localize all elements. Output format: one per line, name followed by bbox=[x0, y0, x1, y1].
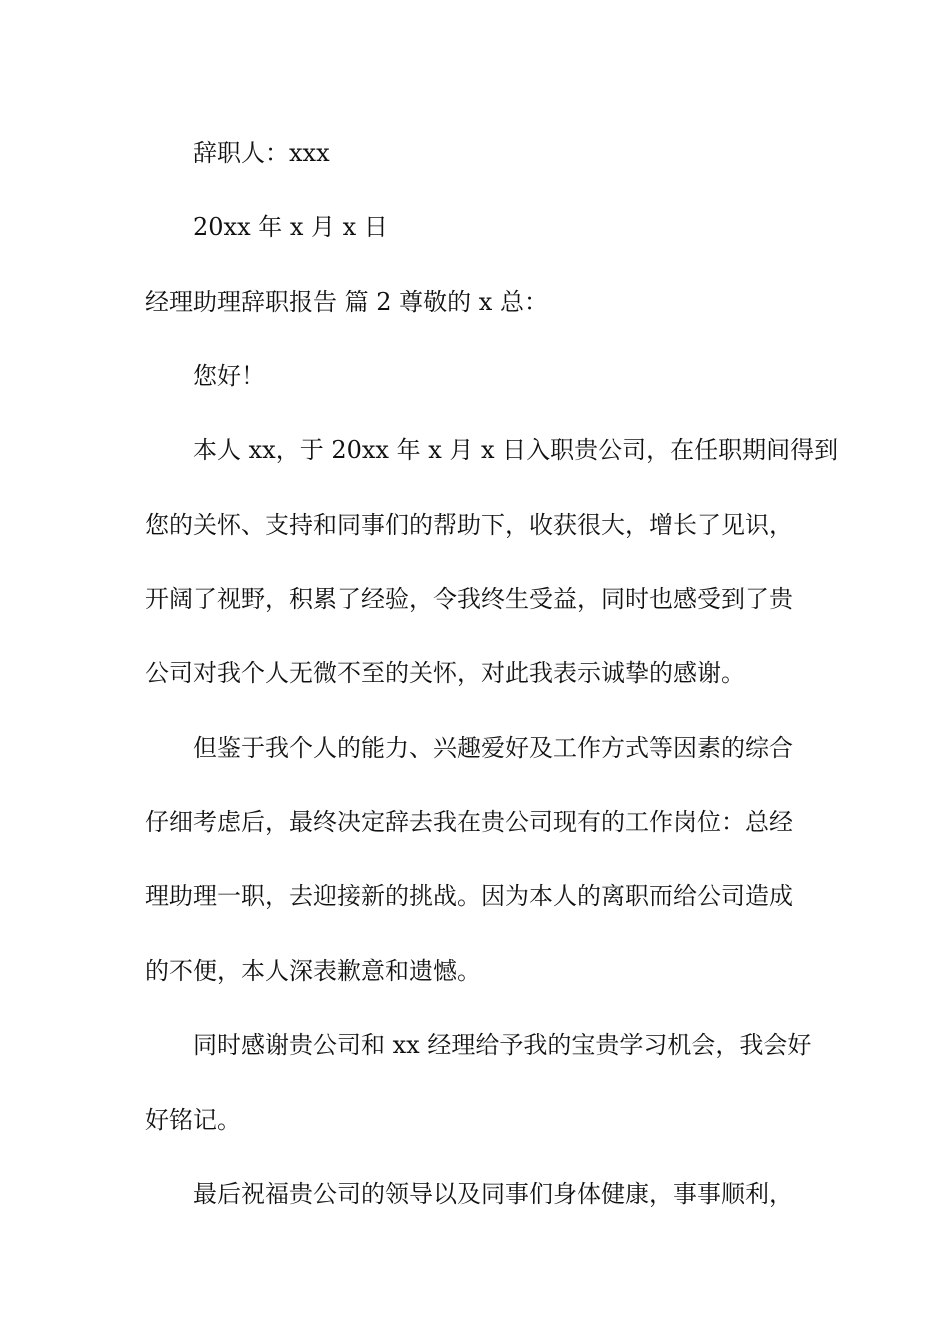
section-heading: 经理助理辞职报告 篇 2 尊敬的 x 总： bbox=[145, 288, 548, 316]
paragraph-line: 开阔了视野，积累了经验，令我终生受益，同时也感受到了贵 bbox=[145, 585, 793, 613]
paragraph-line: 公司对我个人无微不至的关怀，对此我表示诚挚的感谢。 bbox=[145, 659, 745, 687]
paragraph-line: 但鉴于我个人的能力、兴趣爱好及工作方式等因素的综合 bbox=[193, 734, 793, 762]
greeting: 您好！ bbox=[193, 362, 265, 390]
paragraph-line: 好铭记。 bbox=[145, 1106, 241, 1134]
paragraph-line: 理助理一职，去迎接新的挑战。因为本人的离职而给公司造成 bbox=[145, 882, 793, 910]
resigner-signature: 辞职人：xxx bbox=[193, 139, 330, 167]
paragraph-line: 本人 xx，于 20xx 年 x 月 x 日入职贵公司，在任职期间得到 bbox=[193, 436, 839, 464]
paragraph-line: 您的关怀、支持和同事们的帮助下，收获很大，增长了见识， bbox=[145, 511, 793, 539]
paragraph-line: 同时感谢贵公司和 xx 经理给予我的宝贵学习机会，我会好 bbox=[193, 1031, 812, 1059]
paragraph-line: 仔细考虑后，最终决定辞去我在贵公司现有的工作岗位：总经 bbox=[145, 808, 793, 836]
paragraph-line: 的不便，本人深表歉意和遗憾。 bbox=[145, 957, 481, 985]
signature-date: 20xx 年 x 月 x 日 bbox=[193, 213, 388, 241]
paragraph-line: 最后祝福贵公司的领导以及同事们身体健康，事事顺利， bbox=[193, 1180, 793, 1208]
